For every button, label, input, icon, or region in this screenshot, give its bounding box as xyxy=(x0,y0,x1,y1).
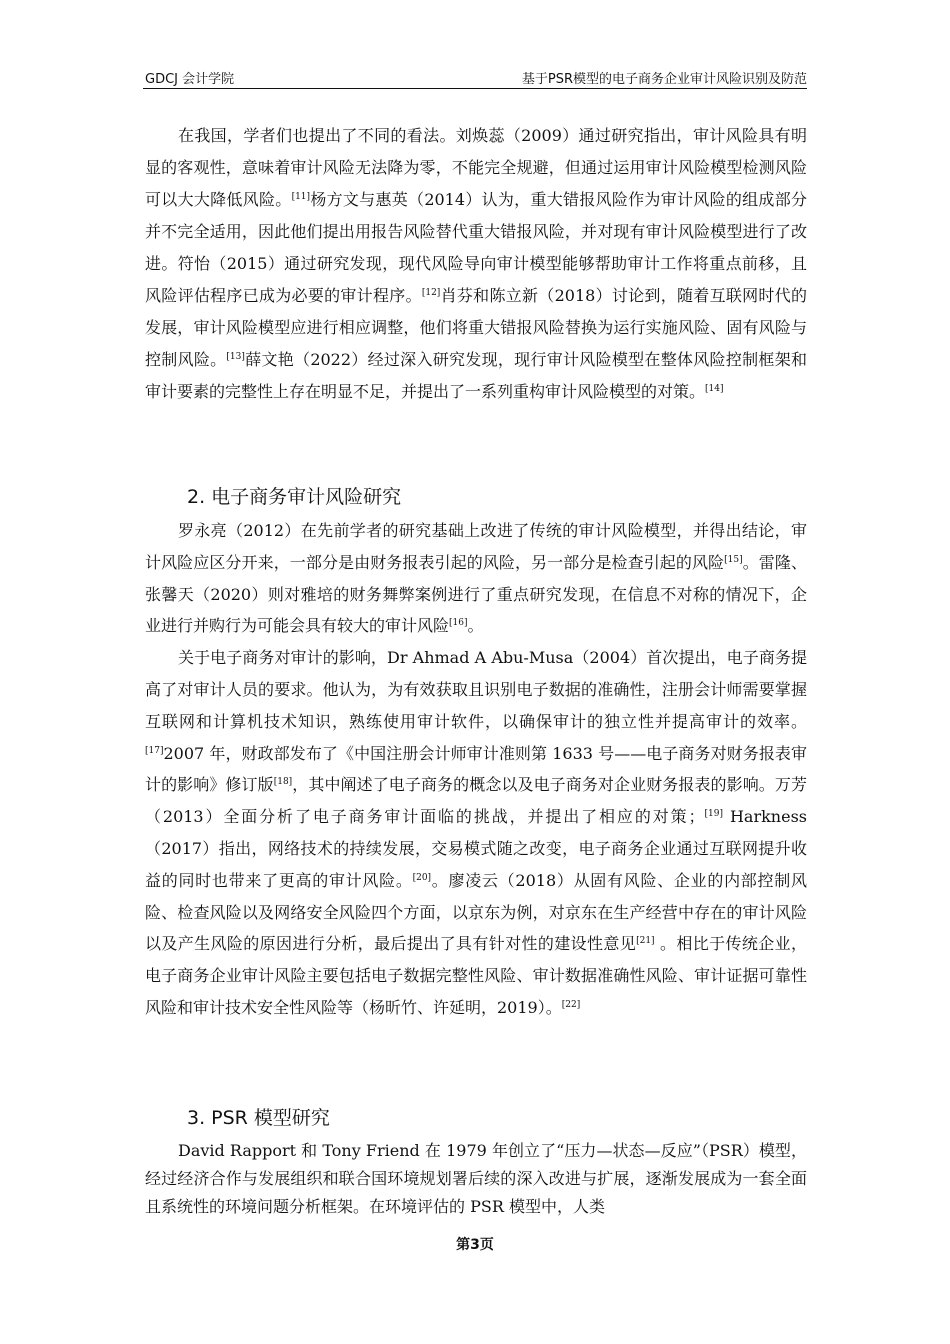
citation: [12] xyxy=(421,288,441,298)
header-rule xyxy=(143,88,807,89)
section-heading: 2. 电子商务审计风险研究 xyxy=(187,486,402,508)
text-run: 薛文艳（2022）经过深入研究发现，现行审计风险模型在整体风险控制框架和审计要素的完整性上存在明显不足，并提出了一系列重构审计风险模型的对策。 xyxy=(145,350,807,401)
text-run: 。廖凌云（2018）从固有风险、企业的内部控制风险、检查风险以及网络安全风险四个方面，以京东为例，对京东在生产经营中存在的审计风险以及产生风险的原因进行分析，最后提出了具有针对性的建设性意见 xyxy=(145,870,807,954)
text-run: 肖芬和陈立新（2018）讨论到，随着互联网时代的发展，审计风险模型应进行相应调整，他们将重大错报风险替换为运行实施风险、固有风险与控制风险。 xyxy=(145,286,807,369)
section3-body xyxy=(145,1137,807,1221)
section2-body xyxy=(145,515,807,1024)
header-left: GDCJ 会计学院 xyxy=(145,72,235,87)
citation: [18] xyxy=(273,777,293,788)
citation: [19] xyxy=(704,809,723,820)
page-number: 第3页 xyxy=(456,1237,494,1253)
citation: [22] xyxy=(561,999,581,1010)
text-run: ，其中阐述了电子商务的概念以及电子商务对企业财务报表的影响。万芳（2013）全面分析了电子商务审计面临的挑战，并提出了相应的对策； xyxy=(145,775,807,827)
paragraph xyxy=(145,515,807,642)
paragraph: David Rapport 和 Tony Friend 在 1979 年创立了“压力—状态—反应”（PSR）模型，经过经济合作与发展组织和联合国环境规划署后续的深入改进与扩展，逐渐发展成为一套全面且系统性的环境问题分析框架。在环境评估的 PSR 模型中，人类 xyxy=(145,1141,807,1216)
paragraph xyxy=(145,120,807,408)
citation: [17] xyxy=(145,745,164,756)
citation: [21] xyxy=(636,936,655,947)
citation: [15] xyxy=(724,554,743,565)
paragraph xyxy=(145,642,807,1024)
text-run: 关于电子商务对审计的影响，Dr Ahmad A Abu-Musa（2004）首次提出，电子商务提高了对审计人员的要求。他认为，为有效获取且识别电子数据的准确性，注册会计师需要掌握互联网和计算机技术知识，熟练使用审计软件，以确保审计的独立性并提高审计的效率。 xyxy=(145,648,807,731)
section1-body xyxy=(145,120,807,408)
text-run: 2007 年，财政部发布了《中国注册会计师审计准则第 1633 号——电子商务对财务报表审计的影响》修订版 xyxy=(145,743,807,795)
citation: [14] xyxy=(705,384,724,394)
section-heading: 3. PSR 模型研究 xyxy=(187,1107,330,1129)
text-run: 。相比于传统企业，电子商务企业审计风险主要包括电子数据完整性风险、审计数据准确性风险、审计证据可靠性风险和审计技术安全性风险等（杨昕竹、许延明，2019）。 xyxy=(145,934,807,1017)
citation: [20] xyxy=(412,872,432,883)
text-run: 。 xyxy=(467,616,484,636)
citation: [11] xyxy=(291,192,311,202)
header-title: 基于PSR模型的电子商务企业审计风险识别及防范 xyxy=(521,72,807,87)
text-run: 在我国，学者们也提出了不同的看法。刘焕蕊（2009）通过研究指出，审计风险具有明显的客观性，意味着审计风险无法降为零，不能完全规避，但通过运用审计风险模型检测风险可以大大降低风险。 xyxy=(145,126,807,209)
text-run: 罗永亮（2012）在先前学者的研究基础上改进了传统的审计风险模型，并得出结论，审计风险应区分开来，一部分是由财务报表引起的风险，另一部分是检查引起的风险 xyxy=(145,521,807,572)
citation: [16] xyxy=(449,618,468,629)
text-run: Harkness（2017）指出，网络技术的持续发展，交易模式随之改变，电子商务企业通过互联网提升收益的同时也带来了更高的审计风险。 xyxy=(145,807,807,890)
text-run: 。雷隆、张馨天（2020）则对雅培的财务舞弊案例进行了重点研究发现，在信息不对称的情况下，企业进行并购行为可能会具有较大的审计风险 xyxy=(145,552,807,636)
text-run: 杨方文与惠英（2014）认为，重大错报风险作为审计风险的组成部分并不完全适用，因此他们提出用报告风险替代重大错报风险，并对现有审计风险模型进行了改进。符怡（2015）通过研究发现，现代风险导向审计模型能够帮助审计工作将重点前移，且风险评估程序已成为必要的审计程序。 xyxy=(145,190,807,305)
citation: [13] xyxy=(226,352,245,362)
